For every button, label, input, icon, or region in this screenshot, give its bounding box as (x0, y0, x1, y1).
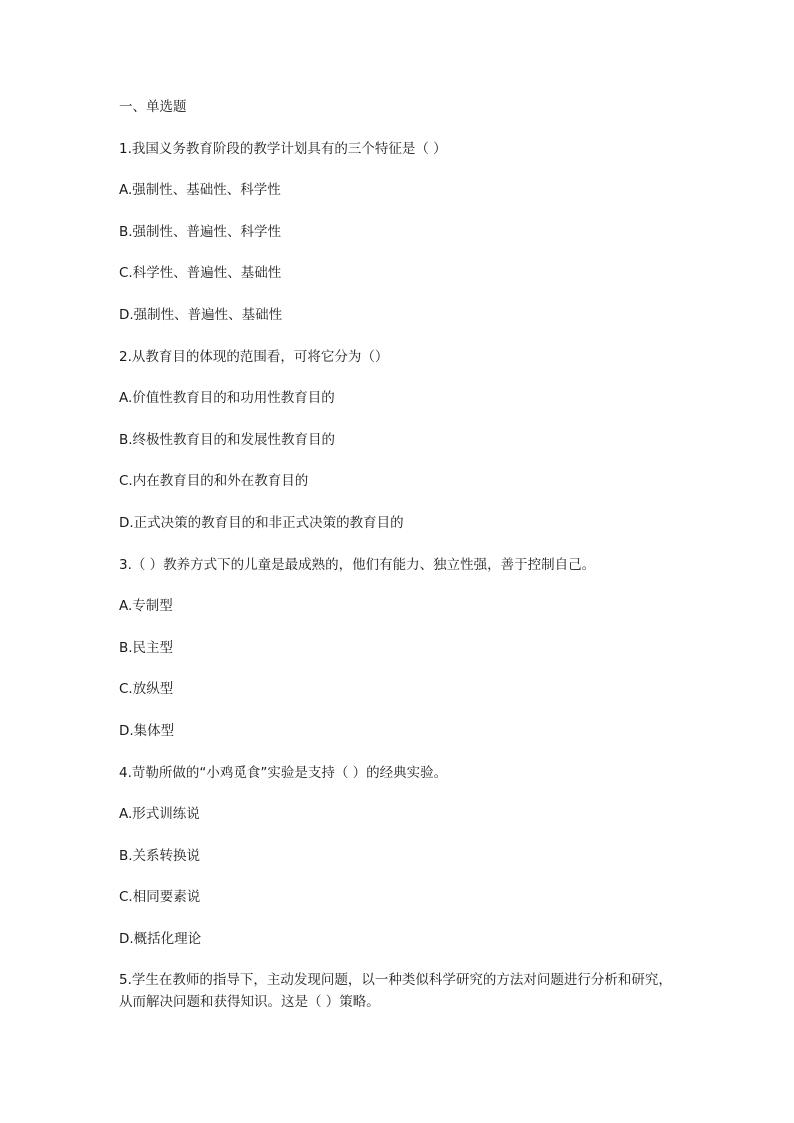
question-3-option-b: B.民主型 (119, 639, 174, 656)
question-2-option-b: B.终极性教育目的和发展性教育目的 (119, 431, 336, 448)
question-4-option-b: B.关系转换说 (119, 847, 201, 864)
question-4-option-d: D.概括化理论 (119, 930, 202, 947)
question-3-stem: 3.（ ）教养方式下的儿童是最成熟的，他们有能力、独立性强，善于控制自己。 (119, 556, 596, 573)
document-page (119, 96, 679, 1033)
question-1-stem: 1.我国义务教育阶段的教学计划具有的三个特征是（ ） (119, 140, 447, 157)
question-2-option-d: D.正式决策的教育目的和非正式决策的教育目的 (119, 514, 404, 531)
question-3-option-d: D.集体型 (119, 722, 175, 739)
question-1-option-d: D.强制性、普遍性、基础性 (119, 306, 283, 323)
question-2-stem: 2.从教育目的体现的范围看，可将它分为（） (119, 348, 389, 365)
question-3-option-a: A.专制型 (119, 598, 173, 615)
question-1-option-a: A.强制性、基础性、科学性 (119, 182, 281, 199)
question-3-option-c: C.放纵型 (119, 681, 174, 698)
question-5-stem: 5.学生在教师的指导下，主动发现问题，以一种类似科学研究的方法对问题进行分析和研究，从而解决问题和获得知识。这是（ ）策略。 (119, 972, 672, 1011)
question-2-option-a: A.价值性教育目的和功用性教育目的 (119, 390, 335, 407)
question-1-option-c: C.科学性、普遍性、基础性 (119, 265, 282, 282)
question-4-stem: 4.苛勒所做的“小鸡觅食”实验是支持（ ）的经典实验。 (119, 764, 448, 781)
question-4-option-c: C.相同要素说 (119, 889, 201, 906)
question-2-option-c: C.内在教育目的和外在教育目的 (119, 473, 309, 490)
question-1-option-b: B.强制性、普遍性、科学性 (119, 223, 282, 240)
section-heading: 一、单选题 (119, 99, 187, 115)
question-4-option-a: A.形式训练说 (119, 806, 200, 823)
